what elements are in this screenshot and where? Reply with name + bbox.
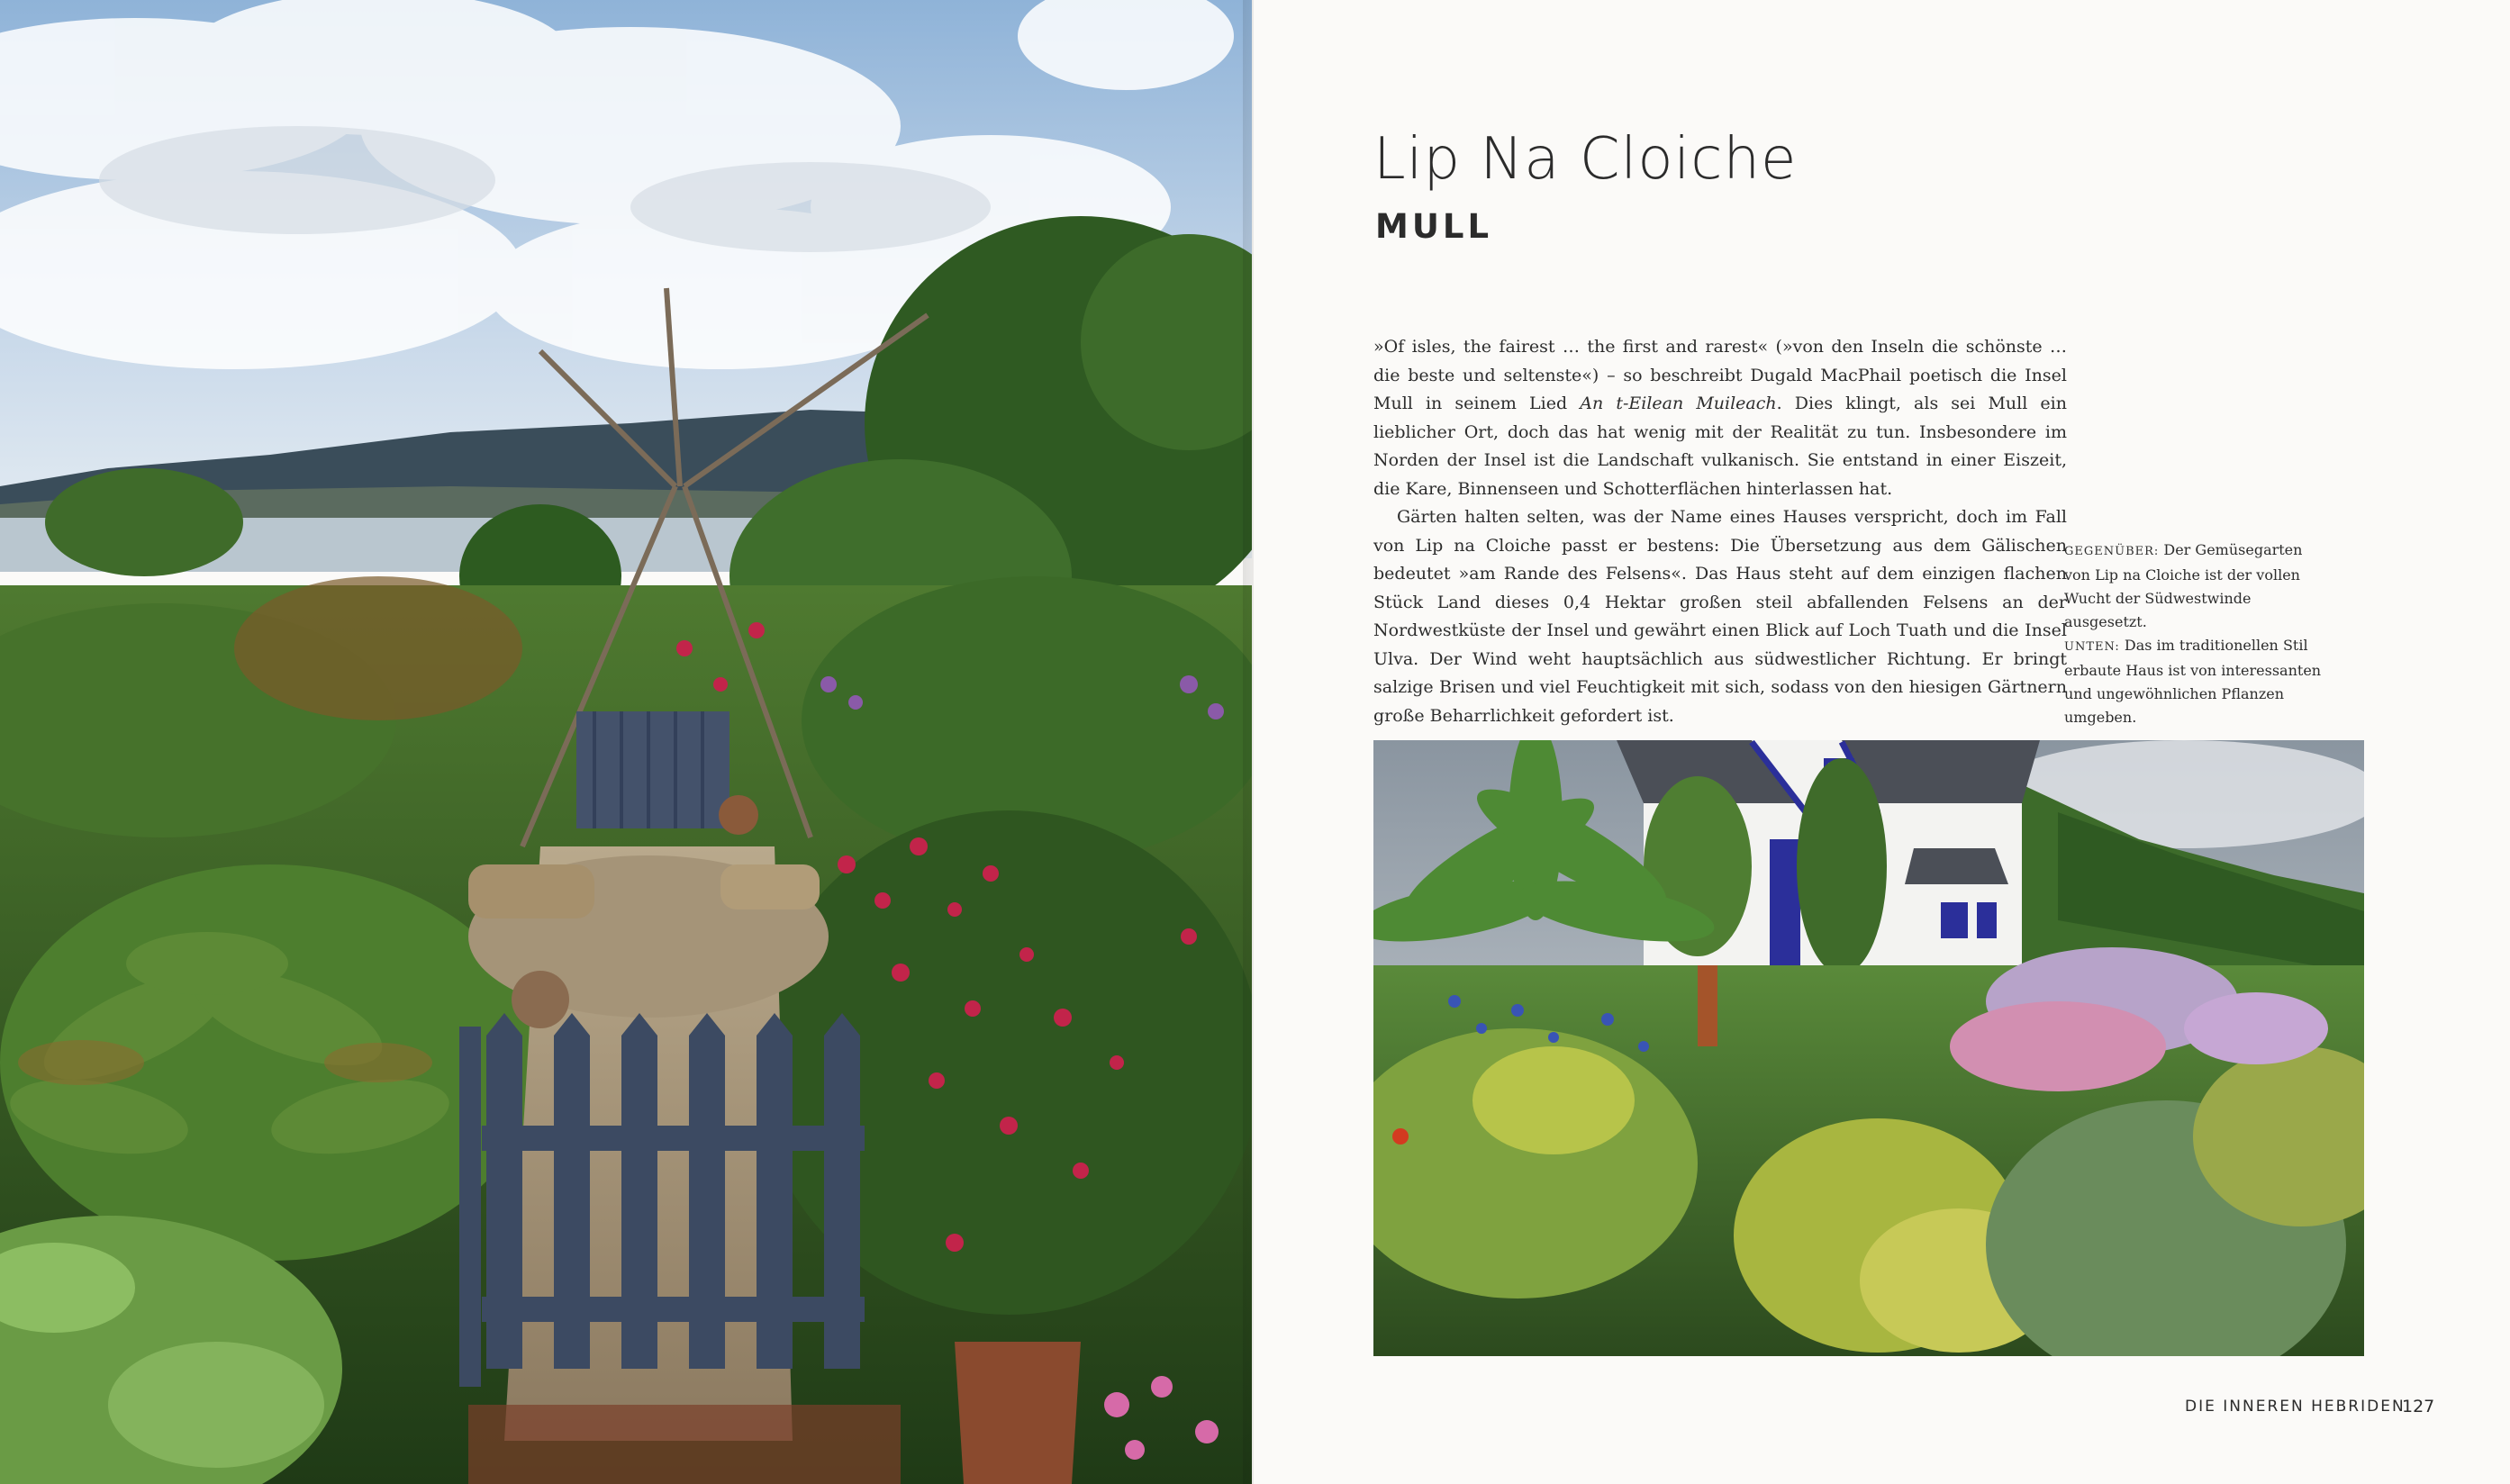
photo-caption: GEGENÜBER: Der Gemüsegarten von Lip na Cloiche ist der vollen Wucht der Südwestwinde ausgesetzt. UNTEN: Das im traditionellen Stil erbaute Haus ist von interessanten und ungewöhnlichen Pflanzen umgeben. xyxy=(2064,541,2322,726)
paragraph-1: »Of isles, the fairest … the first and rarest« (»von den Inseln die schönste … die beste und seltenste«) – so beschreibt Dugald MacPhail poetisch die Insel Mull in seinem Lied An t-Eilean Muileach. Dies klingt, als sei Mull ein lieblicher Ort, doch das hat wenig mit der Realität zu tun. Insbesondere im Norden der Insel ist die Landschaft vulkanisch. Sie entstand in einer Eiszeit, die Kare, Binnenseen und Schotterflächen hinterlassen hat. xyxy=(1373,337,2067,499)
caption-label-below: UNTEN: xyxy=(2064,640,2120,654)
paragraph-2: Gärten halten selten, was der Name eines Hauses verspricht, doch im Fall von Lip na Cloiche passt er bestens: Die Übersetzung aus dem Gälischen bedeutet »am Rande des Felsens«. Das Haus steht auf dem einzigen flachen Stück Land dieses 0,4 Hektar großen steil abfallenden Felsens an der Nordwestküste der Insel und gewährt einen Blick auf Loch Tuath und die Insel Ulva. Der Wind weht hauptsächlich aus südwestlicher Richtung. Er bringt salzige Brisen und viel Feuchtigkeit mit sich, sodass von den hiesigen Gärtnern große Beharrlichkeit gefordert ist. xyxy=(1373,507,2067,726)
song-title: An t-Eilean Muileach xyxy=(1580,394,1777,413)
left-page-photo xyxy=(0,0,1252,1484)
right-page xyxy=(1254,0,2510,1484)
chapter-subtitle: MULL xyxy=(1375,207,1493,246)
body-text xyxy=(1373,333,2067,730)
running-head: DIE INNEREN HEBRIDEN xyxy=(2185,1398,2406,1416)
caption-label-opposite: GEGENÜBER: xyxy=(2064,545,2160,558)
chapter-title: Lip Na Cloiche xyxy=(1373,126,1798,193)
house-photo xyxy=(1373,740,2364,1356)
page-number: 127 xyxy=(2402,1397,2435,1416)
